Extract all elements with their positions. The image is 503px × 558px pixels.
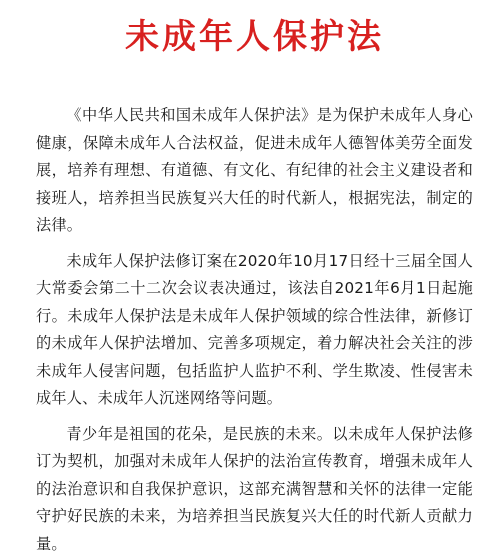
paragraph-intro: 《中华人民共和国未成年人保护法》是为保护未成年人身心健康，保障未成年人合法权益，促进未成年人德智体美劳全面发展，培养有理想、有道德、有文化、有纪律的社会主义建设者和接班人，培养担当民族复兴大任的时代新人，根据宪法，制定的法律。 xyxy=(36,102,473,240)
paragraph-revision: 未成年人保护法修订案在2020年10月17日经十三届全国人大常委会第二十二次会议表决通过，该法自2021年6月1日起施行。未成年人保护法是未成年人保护领域的综合性法律，新修订的未成年人保护法增加、完善多项规定，着力解决社会关注的涉未成年人侵害问题，包括监护人监护不利、学生欺凌、性侵害未成年人、未成年人沉迷网络等问题。 xyxy=(36,248,473,413)
document-title: 未成年人保护法 xyxy=(36,14,473,60)
paragraph-conclusion: 青少年是祖国的花朵，是民族的未来。以未成年人保护法修订为契机，加强对未成年人保护的法治宣传教育，增强未成年人的法治意识和自我保护意识，这部充满智慧和关怀的法律一定能守护好民族的未来，为培养担当民族复兴大任的时代新人贡献力量。 xyxy=(36,421,473,558)
document-body xyxy=(36,102,473,558)
